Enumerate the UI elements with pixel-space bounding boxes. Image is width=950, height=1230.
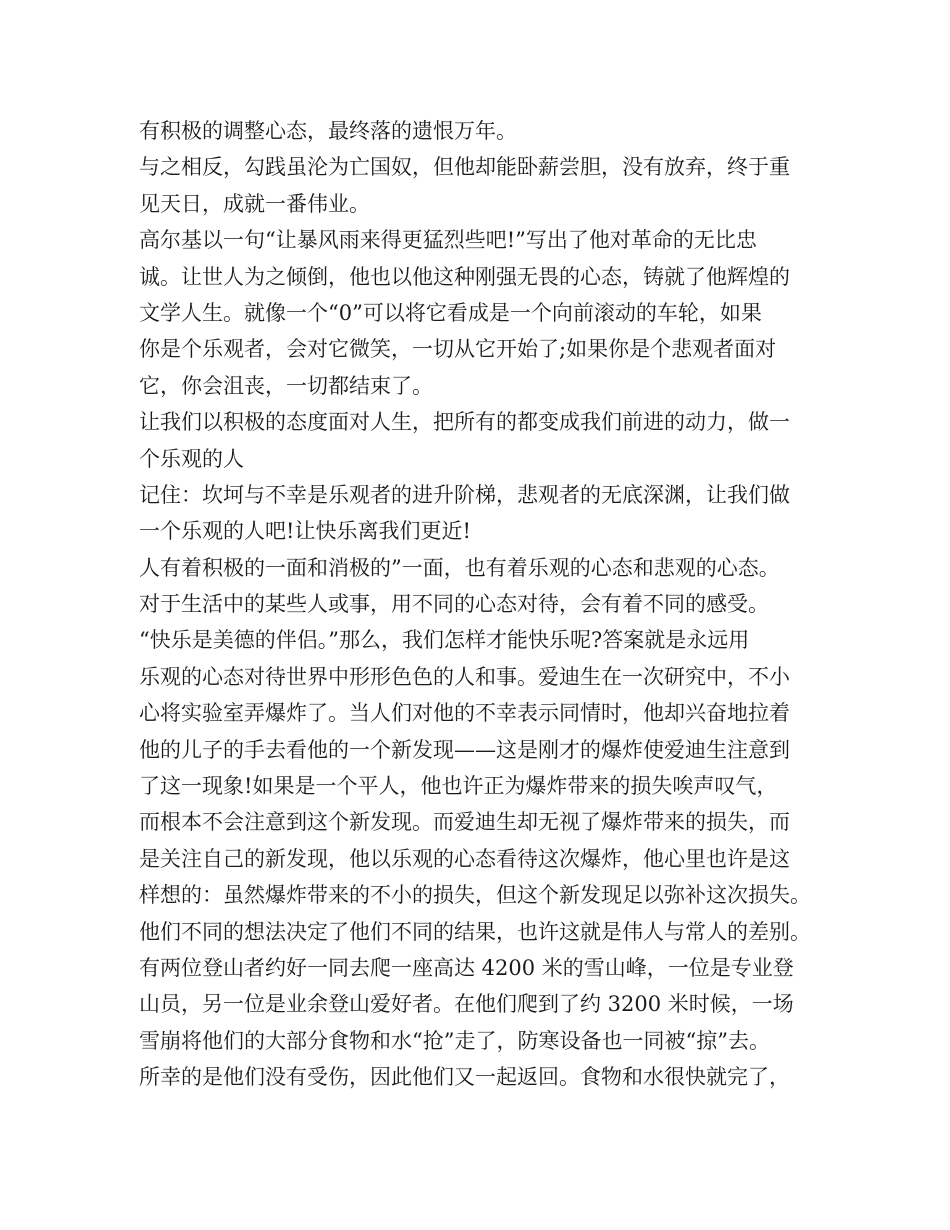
- text-line: 人有着积极的一面和消极的”一面，也有着乐观的心态和悲观的心态。: [139, 555, 780, 580]
- text-line: 心将实验室弄爆炸了。当人们对他的不幸表示同情时，他却兴奋地拉着: [139, 701, 790, 726]
- text-line: 雪崩将他们的大部分食物和水“抢”走了，防寒设备也一同被“掠”去。: [139, 1028, 770, 1053]
- text-line: 了这一现象!如果是一个平人，他也许正为爆炸带来的损失唉声叹气，: [139, 774, 778, 799]
- text-line: 高尔基以一句“让暴风雨来得更猛烈些吧!”写出了他对革命的无比忠: [139, 228, 757, 253]
- text-line: 一个乐观的人吧!让快乐离我们更近!: [139, 519, 471, 544]
- text-line: 是关注自己的新发现，他以乐观的心态看待这次爆炸，他心里也许是这: [139, 846, 790, 871]
- text-line: 他的儿子的手去看他的一个新发现——这是刚才的爆炸使爱迪生注意到: [139, 737, 790, 762]
- text-line: 他们不同的想法决定了他们不同的结果，也许这就是伟人与常人的差别。: [139, 919, 811, 944]
- text-line: 对于生活中的某些人或事，用不同的心态对待，会有着不同的感受。: [139, 592, 769, 617]
- text-line: 与之相反，勾践虽沦为亡国奴，但他却能卧薪尝胆，没有放弃，终于重: [139, 155, 790, 180]
- text-line: “快乐是美德的伴侣。”那么，我们怎样才能快乐呢?答案就是永远用: [139, 628, 750, 653]
- text-line: 记住：坎坷与不幸是乐观者的进升阶梯，悲观者的无底深渊，让我们做: [139, 482, 790, 507]
- text-line: 你是个乐观者，会对它微笑，一切从它开始了;如果你是个悲观者面对: [139, 337, 777, 362]
- text-line: 有两位登山者约好一同去爬一座高达 4200 米的雪山峰，一位是专业登: [139, 955, 794, 980]
- text-line: 乐观的心态对待世界中形形色色的人和事。爱迪生在一次研究中，不小: [139, 664, 790, 689]
- text-line: 见天日，成就一番伟业。: [139, 191, 370, 216]
- text-line: 所幸的是他们没有受伤，因此他们又一起返回。食物和水很快就完了，: [139, 1065, 790, 1090]
- text-line: 诚。让世人为之倾倒，他也以他这种刚强无畏的心态，铸就了他辉煌的: [139, 264, 790, 289]
- text-line: 个乐观的人: [139, 446, 244, 471]
- text-line: 它，你会沮丧，一切都结束了。: [139, 373, 433, 398]
- text-line: 山员，另一位是业余登山爱好者。在他们爬到了约 3200 米时候，一场: [139, 992, 794, 1017]
- text-line: 让我们以积极的态度面对人生，把所有的都变成我们前进的动力，做一: [139, 410, 790, 435]
- text-line: 文学人生。就像一个“0”可以将它看成是一个向前滚动的车轮，如果: [139, 300, 762, 325]
- body-text: [139, 113, 829, 1096]
- text-line: 有积极的调整心态，最终落的遗恨万年。: [139, 119, 517, 143]
- text-line: 样想的：虽然爆炸带来的不小的损失，但这个新发现足以弥补这次损失。: [139, 883, 811, 908]
- text-line: 而根本不会注意到这个新发现。而爱迪生却无视了爆炸带来的损失，而: [139, 810, 790, 835]
